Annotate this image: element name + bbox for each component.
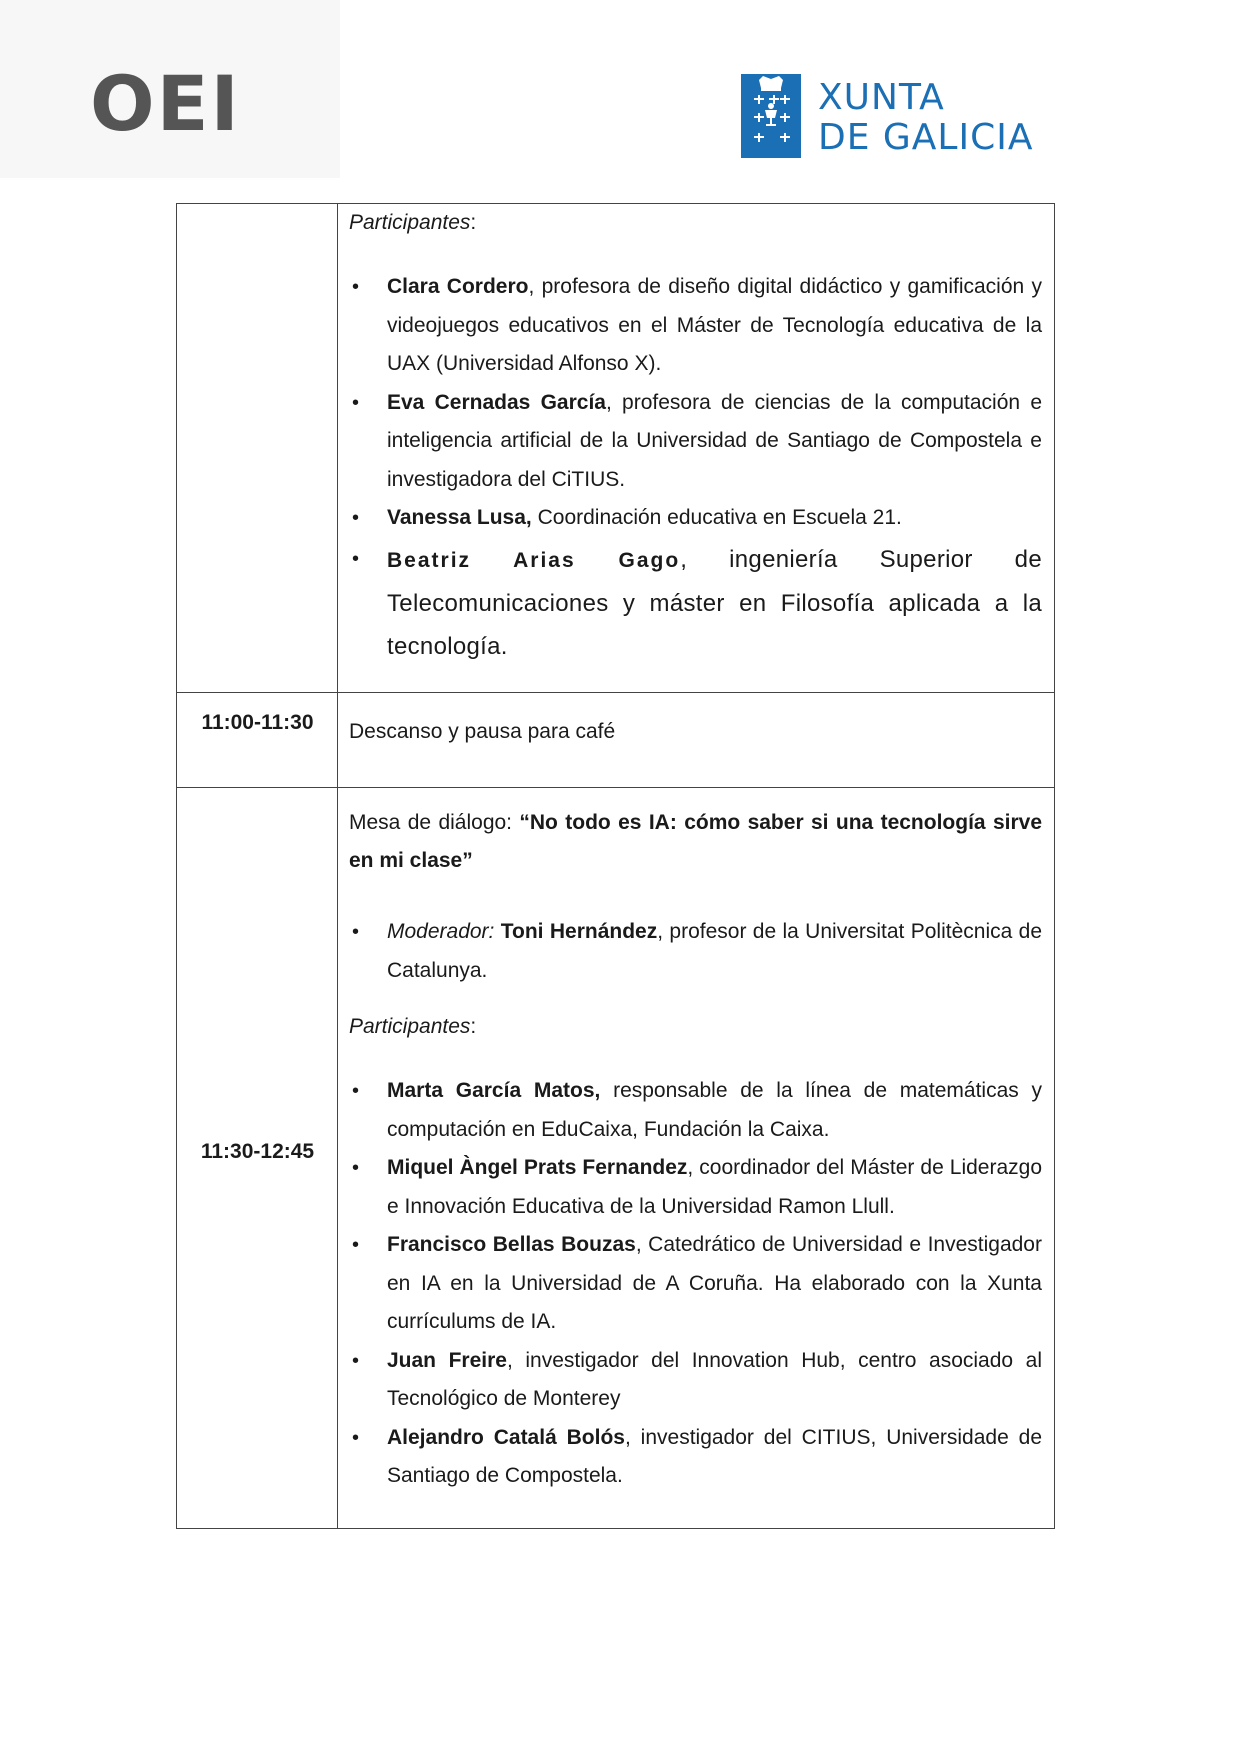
oei-logo-area: [0, 0, 340, 178]
page-header: [0, 0, 1241, 180]
xunta-logo-text: XUNTA DE GALICIA: [818, 77, 1034, 158]
list-item: • Marta García Matos, responsable de la línea de matemáticas y computación en EduCaixa, Fundación la Caixa.: [349, 1072, 1042, 1149]
list-item: • Juan Freire, investigador del Innovation Hub, centro asociado al Tecnológico de Monterey: [349, 1342, 1042, 1419]
list-item: • Francisco Bellas Bouzas, Catedrático de Universidad e Investigador en IA en la Universidad de A Coruña. Ha elaborado con la Xunta currículums de IA.: [349, 1226, 1042, 1342]
time-label: 11:30-12:45: [200, 1140, 315, 1163]
agenda-table: [176, 203, 1055, 1529]
agenda-row: [177, 692, 1054, 787]
list-item: • Vanessa Lusa, Coordinación educativa en Escuela 21.: [349, 499, 1042, 538]
participants-heading: Participantes:: [349, 1015, 477, 1038]
list-item: • Clara Cordero, profesora de diseño digital didáctico y gamificación y videojuegos educativos en el Máster de Tecnología educativa de la UAX (Universidad Alfonso X).: [349, 268, 1042, 384]
participants-list: [349, 1072, 1042, 1496]
time-label: 11:00-11:30: [201, 711, 314, 734]
list-item: • Beatriz Arias Gago, ingeniería Superior de Telecomunicaciones y máster en Filosofía aplicada a la tecnología.: [349, 538, 1042, 668]
list-item: • Eva Cernadas García, profesora de ciencias de la computación e inteligencia artificial de la Universidad de Santiago de Compostela e investigadora del CiTIUS.: [349, 384, 1042, 500]
list-item: • Moderador: Toni Hernández, profesor de la Universitat Politècnica de Catalunya.: [349, 913, 1042, 990]
galicia-shield-icon: [741, 74, 801, 158]
participants-heading: Participantes:: [349, 211, 477, 234]
time-cell: [177, 693, 338, 787]
participants-list: [349, 268, 1042, 668]
session-title: Mesa de diálogo: “No todo es IA: cómo saber si una tecnología sirve en mi clase”: [349, 811, 1042, 872]
agenda-row: [177, 204, 1054, 692]
time-cell: [177, 204, 338, 692]
break-text: Descanso y pausa para café: [349, 720, 616, 743]
oei-logo: OEI: [90, 59, 241, 148]
time-cell: [177, 788, 338, 1528]
moderator-list: [349, 913, 1042, 990]
list-item: • Miquel Àngel Prats Fernandez, coordinador del Máster de Liderazgo e Innovación Educativa de la Universidad Ramon Llull.: [349, 1149, 1042, 1226]
list-item: • Alejandro Catalá Bolós, investigador del CITIUS, Universidade de Santiago de Compostela.: [349, 1419, 1042, 1496]
agenda-row: [177, 787, 1054, 1528]
